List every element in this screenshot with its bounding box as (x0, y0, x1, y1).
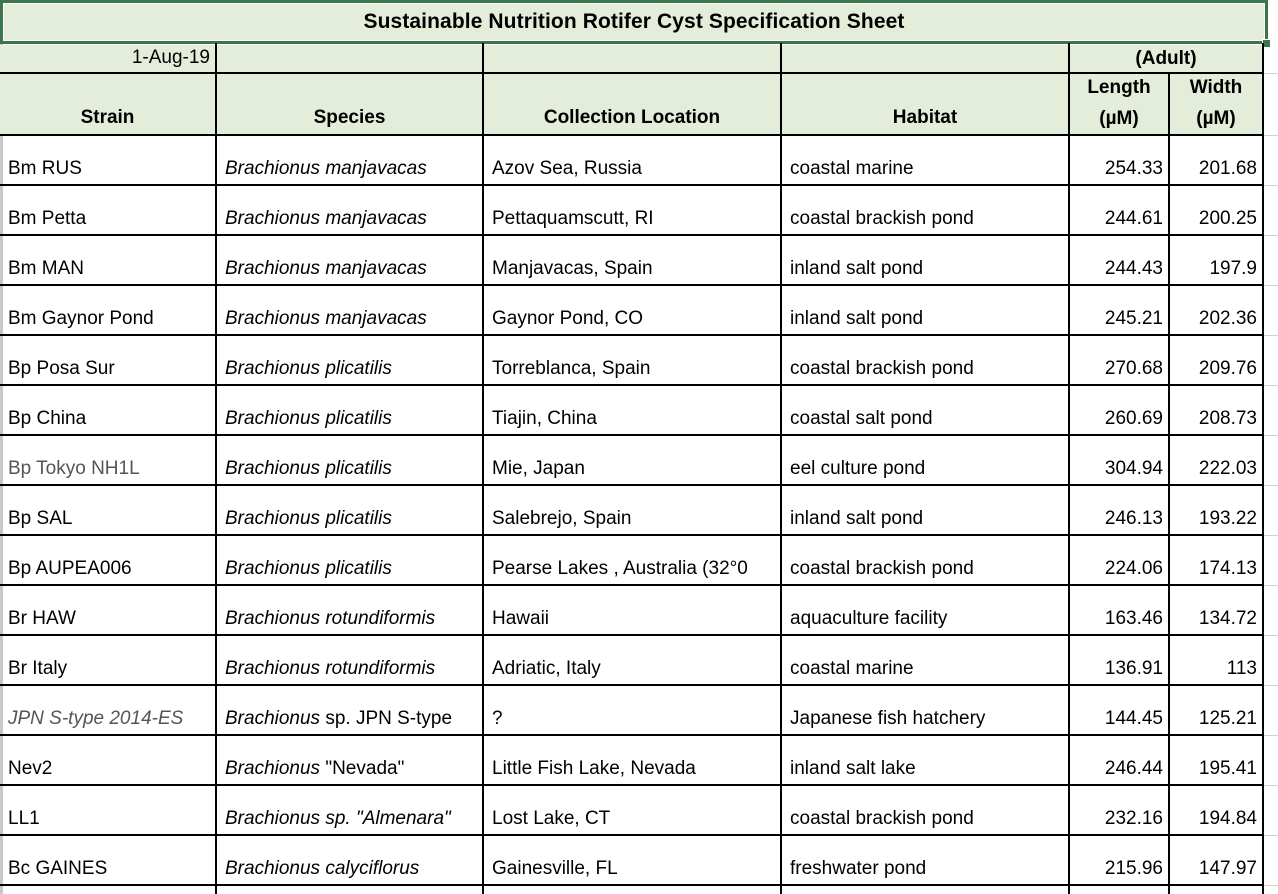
gridline (780, 43, 782, 894)
gridline (0, 234, 1264, 236)
cell-species[interactable] (217, 386, 482, 434)
length-value: 260.69 (1104, 408, 1163, 429)
species-text: Brachionus manjavacas (225, 208, 427, 229)
length-value: 232.16 (1104, 808, 1163, 829)
width-value: 201.68 (1198, 158, 1257, 179)
cell-width[interactable] (1170, 186, 1262, 234)
cell-location[interactable] (484, 786, 780, 834)
habitat-text: coastal marine (790, 658, 914, 679)
length-value: 136.91 (1104, 658, 1163, 679)
cell-species[interactable] (217, 686, 482, 734)
gridline-tick (1264, 435, 1278, 436)
gridline (0, 834, 1264, 836)
width-value: 195.41 (1198, 758, 1257, 779)
strain-text: Bc GAINES (8, 858, 108, 879)
species-text: Brachionus manjavacas (225, 158, 427, 179)
cell-species[interactable] (217, 636, 482, 684)
cell-width[interactable] (1170, 686, 1262, 734)
cell-location[interactable] (484, 636, 780, 684)
strain-text: Bp AUPEA006 (8, 558, 132, 579)
header-strain-label: Strain (80, 107, 135, 128)
cell-habitat[interactable] (782, 836, 1068, 884)
length-value: 246.44 (1104, 758, 1163, 779)
width-value: 197.9 (1209, 258, 1257, 279)
cell-strain[interactable] (0, 586, 215, 634)
strain-text: LL1 (8, 808, 40, 829)
location-text: Mie, Japan (492, 458, 585, 479)
location-text: Salebrejo, Spain (492, 508, 632, 529)
empty-header-cell[interactable] (217, 45, 482, 72)
length-value: 163.46 (1104, 608, 1163, 629)
cell-location[interactable] (484, 186, 780, 234)
location-text: Manjavacas, Spain (492, 258, 653, 279)
habitat-text: inland salt lake (790, 758, 916, 779)
cell-habitat[interactable] (782, 186, 1068, 234)
cell-location[interactable] (484, 436, 780, 484)
cell-width[interactable] (1170, 586, 1262, 634)
habitat-text: freshwater pond (790, 858, 927, 879)
habitat-text: aquaculture facility (790, 608, 948, 629)
cell-length[interactable] (1070, 186, 1168, 234)
cell-strain[interactable] (0, 236, 215, 284)
cell-width[interactable] (1170, 786, 1262, 834)
width-value: 208.73 (1198, 408, 1257, 429)
cell-length[interactable] (1070, 686, 1168, 734)
location-text: ? (492, 708, 503, 729)
cell-length[interactable] (1070, 386, 1168, 434)
cell-length[interactable] (1070, 836, 1168, 884)
gridline-tick (1264, 885, 1278, 886)
gridline (0, 334, 1264, 336)
header-habitat-label: Habitat (892, 107, 958, 128)
cell-habitat[interactable] (782, 236, 1068, 284)
length-value: 254.33 (1104, 158, 1163, 179)
header-strain[interactable] (0, 74, 215, 134)
cell-width[interactable] (1170, 636, 1262, 684)
cell-habitat[interactable] (782, 536, 1068, 584)
date-value: 1-Aug-19 (131, 47, 210, 68)
cell-species[interactable] (217, 236, 482, 284)
strain-text: Br HAW (8, 608, 76, 629)
cell-length[interactable] (1070, 236, 1168, 284)
header-length-unit: (µM) (1099, 108, 1139, 129)
strain-text: Bp Tokyo NH1L (8, 458, 140, 479)
length-value: 144.45 (1104, 708, 1163, 729)
cell-habitat[interactable] (782, 336, 1068, 384)
cell-species[interactable] (217, 436, 482, 484)
cell-species[interactable] (217, 136, 482, 184)
length-value: 244.43 (1104, 258, 1163, 279)
species-text: Brachionus plicatilis (225, 508, 392, 529)
cell-strain[interactable] (0, 786, 215, 834)
header-habitat[interactable] (782, 74, 1068, 134)
cell-habitat[interactable] (782, 486, 1068, 534)
cell-strain[interactable] (0, 186, 215, 234)
strain-text: Nev2 (8, 758, 53, 779)
cell-strain[interactable] (0, 686, 215, 734)
empty-header-cell[interactable] (782, 45, 1068, 72)
cell-habitat[interactable] (782, 686, 1068, 734)
width-value: 147.97 (1198, 858, 1257, 879)
cell-length[interactable] (1070, 486, 1168, 534)
habitat-text: inland salt pond (790, 308, 924, 329)
length-value: 270.68 (1104, 358, 1163, 379)
cell-location[interactable] (484, 336, 780, 384)
cell-strain[interactable] (0, 386, 215, 434)
width-value: 194.84 (1198, 808, 1257, 829)
gridline-tick (1264, 585, 1278, 586)
empty-header-cell[interactable] (484, 45, 780, 72)
width-value: 125.21 (1198, 708, 1257, 729)
species-text (225, 758, 404, 780)
gridline (0, 634, 1264, 636)
gridline (0, 184, 1264, 186)
location-text: Adriatic, Italy (492, 658, 601, 679)
cell-species[interactable] (217, 836, 482, 884)
cell-location[interactable] (484, 586, 780, 634)
adult-group-header[interactable] (1070, 45, 1262, 72)
cell-location[interactable] (484, 236, 780, 284)
header-location-label: Collection Location (543, 107, 721, 128)
habitat-text: eel culture pond (790, 458, 926, 479)
cell-habitat[interactable] (782, 786, 1068, 834)
cell-location[interactable] (484, 836, 780, 884)
cell-length[interactable] (1070, 636, 1168, 684)
gridline (0, 884, 1264, 886)
cell-length[interactable] (1070, 786, 1168, 834)
habitat-text: coastal brackish pond (790, 558, 974, 579)
cell-strain[interactable] (0, 736, 215, 784)
gridline (0, 284, 1264, 286)
gridline-tick (1264, 735, 1278, 736)
length-value: 215.96 (1104, 858, 1163, 879)
gridline-tick (1264, 785, 1278, 786)
cell-habitat[interactable] (782, 586, 1068, 634)
location-text: Little Fish Lake, Nevada (492, 758, 696, 779)
length-value: 304.94 (1104, 458, 1163, 479)
strain-text: Br Italy (8, 658, 68, 679)
habitat-text: coastal salt pond (790, 408, 933, 429)
strain-text: Bm Petta (8, 208, 87, 229)
cell-species[interactable] (217, 586, 482, 634)
cell-strain[interactable] (0, 336, 215, 384)
gridline (0, 784, 1264, 786)
gridline (0, 134, 1264, 136)
cell-species[interactable] (217, 486, 482, 534)
gridline-tick (1264, 535, 1278, 536)
habitat-text: inland salt pond (790, 258, 924, 279)
strain-text: Bm RUS (8, 158, 82, 179)
width-value: 134.72 (1198, 608, 1257, 629)
gridline-tick (1264, 385, 1278, 386)
width-value: 200.25 (1198, 208, 1257, 229)
cell-strain[interactable] (0, 486, 215, 534)
cell-habitat[interactable] (782, 136, 1068, 184)
gridline-tick (1264, 285, 1278, 286)
gridline (0, 584, 1264, 586)
habitat-text: inland salt pond (790, 508, 924, 529)
strain-text: Bm MAN (8, 258, 84, 279)
species-genus-text: Brachionus (225, 708, 321, 729)
gridline (0, 734, 1264, 736)
width-value: 193.22 (1198, 508, 1257, 529)
gridline-tick (1264, 685, 1278, 686)
cell-habitat[interactable] (782, 636, 1068, 684)
cell-length[interactable] (1070, 436, 1168, 484)
location-text: Hawaii (492, 608, 550, 629)
cell-length[interactable] (1070, 336, 1168, 384)
gridline-tick (1264, 635, 1278, 636)
cell-width[interactable] (1170, 136, 1262, 184)
cell-location[interactable] (484, 136, 780, 184)
date-cell[interactable] (0, 45, 215, 72)
habitat-text: coastal brackish pond (790, 208, 974, 229)
species-text: Brachionus calyciflorus (225, 858, 420, 879)
length-value: 245.21 (1104, 308, 1163, 329)
cell-strain[interactable] (0, 436, 215, 484)
header-length-label: Length (1087, 77, 1151, 98)
width-value: 202.36 (1198, 308, 1257, 329)
gridline (0, 684, 1264, 686)
cell-length[interactable] (1070, 136, 1168, 184)
species-text: Brachionus plicatilis (225, 458, 392, 479)
cell-species[interactable] (217, 536, 482, 584)
habitat-text: Japanese fish hatchery (790, 708, 986, 729)
location-text: Gaynor Pond, CO (492, 308, 644, 329)
strain-text: Bm Gaynor Pond (8, 308, 154, 329)
cell-width[interactable] (1170, 286, 1262, 334)
habitat-text: coastal marine (790, 158, 914, 179)
length-value: 246.13 (1104, 508, 1163, 529)
species-epithet-text: sp. JPN S-type (320, 708, 453, 729)
cell-width[interactable] (1170, 836, 1262, 884)
cell-species[interactable] (217, 186, 482, 234)
cell-species[interactable] (217, 286, 482, 334)
length-value: 244.61 (1104, 208, 1163, 229)
gridline (215, 43, 217, 894)
gridline-tick (1264, 235, 1278, 236)
adult-group-label: (Adult) (1135, 48, 1197, 69)
cell-length[interactable] (1070, 536, 1168, 584)
cell-location[interactable] (484, 536, 780, 584)
species-text: Brachionus plicatilis (225, 358, 392, 379)
cell-species[interactable] (217, 786, 482, 834)
header-length[interactable] (1070, 72, 1168, 134)
gridline (0, 72, 1264, 74)
cell-width[interactable] (1170, 336, 1262, 384)
location-text: Azov Sea, Russia (492, 158, 642, 179)
species-text: Brachionus sp. "Almenara" (225, 808, 451, 829)
cell-location[interactable] (484, 386, 780, 434)
cell-strain[interactable] (0, 636, 215, 684)
location-text: Lost Lake, CT (492, 808, 611, 829)
habitat-text: coastal brackish pond (790, 358, 974, 379)
length-value: 224.06 (1104, 558, 1163, 579)
species-genus-text: Brachionus (225, 758, 321, 779)
cell-length[interactable] (1070, 736, 1168, 784)
cell-species[interactable] (217, 736, 482, 784)
header-width[interactable] (1170, 72, 1262, 134)
header-width-unit: (µM) (1196, 108, 1236, 129)
species-text: Brachionus rotundiformis (225, 658, 436, 679)
width-value: 113 (1226, 658, 1257, 679)
species-text: Brachionus plicatilis (225, 558, 392, 579)
gridline (0, 434, 1264, 436)
cell-width[interactable] (1170, 236, 1262, 284)
location-text: Tiajin, China (492, 408, 597, 429)
species-text: Brachionus rotundiformis (225, 608, 436, 629)
cell-length[interactable] (1070, 586, 1168, 634)
sheet-title: Sustainable Nutrition Rotifer Cyst Specification Sheet (363, 10, 905, 33)
gridline-tick (1264, 73, 1278, 74)
species-text: Brachionus manjavacas (225, 258, 427, 279)
gridline-tick (1264, 185, 1278, 186)
cell-habitat[interactable] (782, 286, 1068, 334)
cell-species[interactable] (217, 336, 482, 384)
cell-strain[interactable] (0, 286, 215, 334)
cell-habitat[interactable] (782, 736, 1068, 784)
gridline (1068, 43, 1070, 894)
species-epithet-text: "Nevada" (320, 758, 405, 779)
habitat-text: coastal brackish pond (790, 808, 974, 829)
cell-width[interactable] (1170, 386, 1262, 434)
cell-length[interactable] (1070, 286, 1168, 334)
strain-text: Bp Posa Sur (8, 358, 115, 379)
cell-width[interactable] (1170, 486, 1262, 534)
width-value: 209.76 (1198, 358, 1257, 379)
cell-habitat[interactable] (782, 436, 1068, 484)
right-gridline-ticks (1264, 43, 1278, 894)
title-cell[interactable] (0, 0, 1268, 44)
cell-width[interactable] (1170, 436, 1262, 484)
header-location[interactable] (484, 74, 780, 134)
cell-location[interactable] (484, 686, 780, 734)
gridline (0, 384, 1264, 386)
width-value: 174.13 (1198, 558, 1257, 579)
gridline (482, 43, 484, 894)
cell-habitat[interactable] (782, 386, 1068, 434)
species-text: Brachionus manjavacas (225, 308, 427, 329)
gridline (1168, 72, 1170, 894)
location-text: Pearse Lakes , Australia (32°0 (492, 558, 748, 579)
gridline-tick (1264, 835, 1278, 836)
gridline-tick (1264, 335, 1278, 336)
gridline-tick (1264, 135, 1278, 136)
cell-width[interactable] (1170, 536, 1262, 584)
header-width-label: Width (1189, 77, 1243, 98)
strain-text: JPN S-type 2014-ES (8, 708, 184, 729)
header-species[interactable] (217, 74, 482, 134)
strain-text: Bp China (8, 408, 87, 429)
width-value: 222.03 (1198, 458, 1257, 479)
gridline (0, 534, 1264, 536)
cell-strain[interactable] (0, 836, 215, 884)
location-text: Gainesville, FL (492, 858, 618, 879)
species-text (225, 708, 452, 730)
gridline (0, 484, 1264, 486)
cell-strain[interactable] (0, 536, 215, 584)
cell-width[interactable] (1170, 736, 1262, 784)
location-text: Pettaquamscutt, RI (492, 208, 654, 229)
strain-text: Bp SAL (8, 508, 73, 529)
gridline-tick (1264, 485, 1278, 486)
cell-location[interactable] (484, 286, 780, 334)
cell-location[interactable] (484, 486, 780, 534)
species-text: Brachionus plicatilis (225, 408, 392, 429)
location-text: Torreblanca, Spain (492, 358, 651, 379)
cell-location[interactable] (484, 736, 780, 784)
cell-strain[interactable] (0, 136, 215, 184)
header-species-label: Species (313, 107, 386, 128)
